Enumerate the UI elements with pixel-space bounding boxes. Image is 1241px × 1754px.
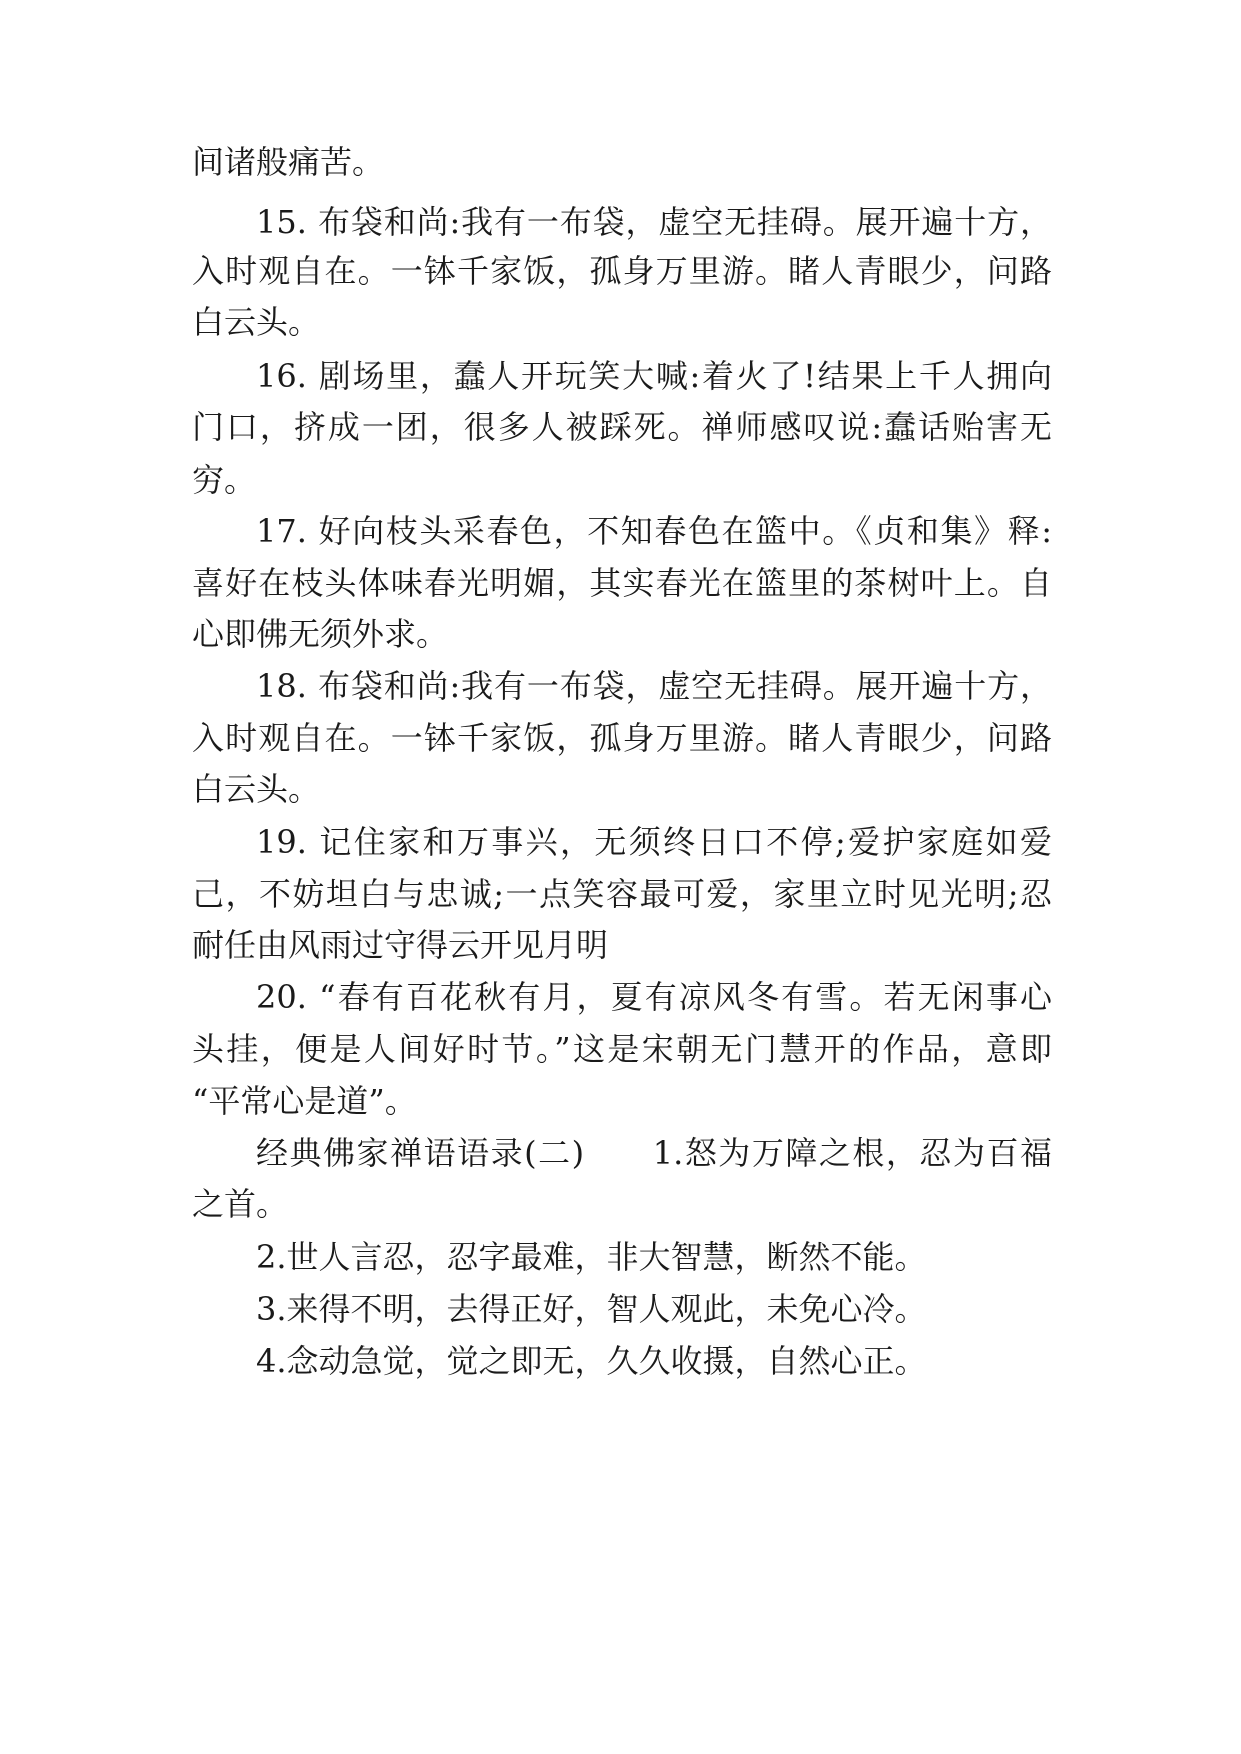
paragraph-17-line-1: 17. 好向枝头采春色，不知春色在篮中。《贞和集》释: [256, 512, 1052, 550]
paragraph-16-line-1: 16. 剧场里，蠢人开玩笑大喊:着火了!结果上千人拥向 [256, 357, 1052, 395]
paragraph-15-line-1: 15. 布袋和尚:我有一布袋，虚空无挂碍。展开遍十方， [256, 203, 1052, 241]
section-heading-line-1: 经典佛家禅语语录(二) 1.怒为万障之根，忍为百福 [256, 1134, 1052, 1172]
paragraph-18-line-1: 18. 布袋和尚:我有一布袋，虚空无挂碍。展开遍十方， [256, 667, 1052, 705]
paragraph-16-line-3: 穷。 [192, 461, 257, 499]
paragraph-16-line-2: 门口，挤成一团，很多人被踩死。禅师感叹说:蠢话贻害无 [192, 408, 1052, 446]
paragraph-18-line-2: 入时观自在。一钵千家饭，孤身万里游。睹人青眼少，问路 [192, 719, 1052, 757]
paragraph-19-line-3: 耐任由风雨过守得云开见月明 [192, 926, 609, 964]
paragraph-17-line-2: 喜好在枝头体味春光明媚，其实春光在篮里的茶树叶上。自 [192, 564, 1052, 602]
paragraph-18-line-3: 白云头。 [192, 770, 321, 808]
paragraph-20-line-3: “平常心是道”。 [192, 1082, 417, 1120]
section-heading-line-2: 之首。 [192, 1185, 289, 1223]
paragraph-20-line-1: 20. “春有百花秋有月，夏有凉风冬有雪。若无闲事心 [256, 978, 1052, 1016]
paragraph-15-line-3: 白云头。 [192, 303, 321, 341]
item-3-line: 3.来得不明，去得正好，智人观此，未免心冷。 [256, 1290, 927, 1328]
item-4-line: 4.念动急觉，觉之即无，久久收摄，自然心正。 [256, 1342, 927, 1380]
text-line: 间诸般痛苦。 [192, 143, 385, 181]
paragraph-15-line-2: 入时观自在。一钵千家饭，孤身万里游。睹人青眼少，问路 [192, 252, 1052, 290]
paragraph-19-line-2: 己，不妨坦白与忠诚;一点笑容最可爱，家里立时见光明;忍 [192, 875, 1052, 913]
paragraph-17-line-3: 心即佛无须外求。 [192, 615, 449, 653]
item-2-line: 2.世人言忍，忍字最难，非大智慧，断然不能。 [256, 1238, 927, 1276]
paragraph-19-line-1: 19. 记住家和万事兴，无须终日口不停;爱护家庭如爱 [256, 823, 1052, 861]
paragraph-20-line-2: 头挂，便是人间好时节。”这是宋朝无门慧开的作品，意即 [192, 1030, 1052, 1068]
